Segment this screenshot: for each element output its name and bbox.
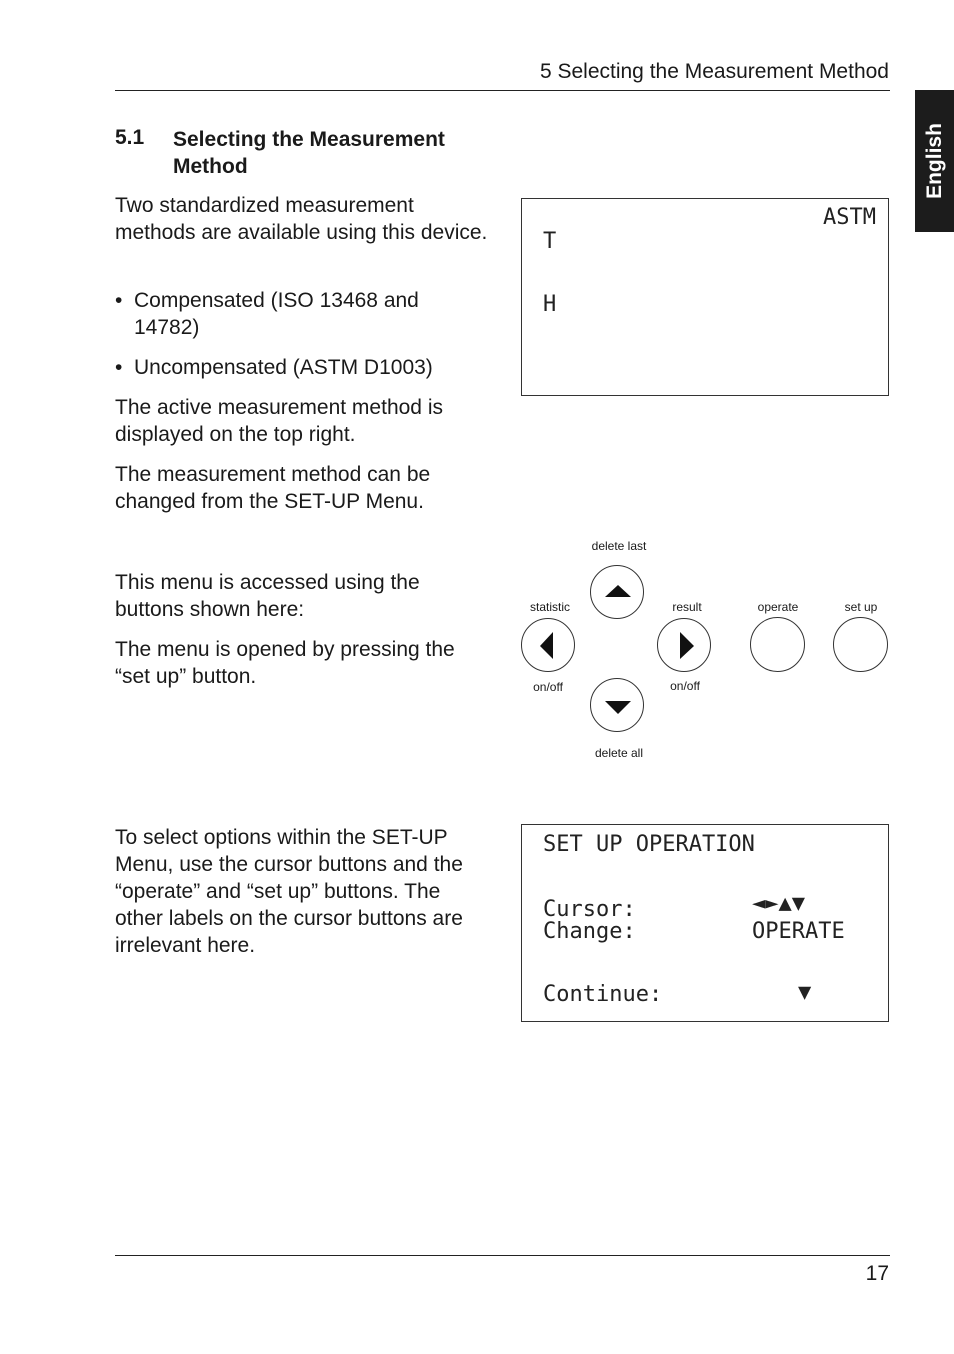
- display-method: ASTM: [823, 205, 876, 230]
- operate-button[interactable]: [750, 617, 805, 672]
- cursor-label: Cursor:: [543, 897, 636, 922]
- active-method-paragraph: The active measurement method is displayed on the top right.: [115, 396, 443, 446]
- section-number: 5.1: [115, 126, 145, 149]
- bullet-text: Uncompensated (ASTM D1003): [134, 356, 433, 379]
- bullet-marker: •: [115, 289, 123, 312]
- right-button-label-bottom: on/off: [670, 679, 700, 693]
- cursor-arrows-icon: ◄►▲▼: [752, 891, 805, 916]
- intro-paragraph: Two standardized measurement methods are available using this device.: [115, 194, 488, 244]
- left-button-label-bottom: on/off: [533, 680, 563, 694]
- right-button-label-top: result: [672, 600, 702, 614]
- left-button-label-top: statistic: [529, 600, 571, 614]
- running-header: 5 Selecting the Measurement Method: [539, 60, 889, 83]
- setup-button-label: set up: [844, 600, 878, 614]
- operate-button-label: operate: [757, 600, 799, 614]
- setup-display-title: SET UP OPERATION: [543, 832, 755, 857]
- continue-label: Continue:: [543, 982, 663, 1007]
- section-title: Selecting the Measurement Method: [173, 128, 445, 178]
- down-button-label: delete all: [594, 746, 644, 760]
- cursor-right-button[interactable]: [657, 618, 711, 672]
- open-menu-paragraph: The menu is opened by pressing the “set up” button.: [115, 638, 455, 688]
- setup-display: [521, 824, 889, 1022]
- setup-button[interactable]: [833, 617, 888, 672]
- display-line-h: H: [543, 292, 557, 317]
- header-rule: [115, 90, 890, 91]
- cursor-left-button[interactable]: [521, 618, 575, 672]
- cursor-down-button[interactable]: [590, 678, 644, 732]
- bullet-marker: •: [115, 356, 123, 379]
- footer-rule: [115, 1255, 890, 1256]
- measurement-display: [521, 198, 889, 396]
- display-line-t: T: [543, 229, 557, 254]
- access-menu-paragraph: This menu is accessed using the buttons shown here:: [115, 571, 420, 621]
- change-value: OPERATE: [752, 919, 845, 944]
- up-button-label: delete last: [591, 539, 647, 553]
- arrow-down-icon: [591, 679, 645, 733]
- bullet-uncompensated: [115, 354, 490, 381]
- language-tab: [915, 90, 954, 232]
- change-label: Change:: [543, 919, 636, 944]
- button-panel: [500, 530, 900, 770]
- continue-arrow-icon: ▼: [798, 980, 812, 1005]
- change-method-paragraph: The measurement method can be changed from the SET-UP Menu.: [115, 463, 431, 513]
- cursor-up-button[interactable]: [590, 565, 644, 619]
- language-tab-label: English: [922, 123, 946, 199]
- arrow-right-icon: [658, 619, 712, 673]
- bullet-text: Compensated (ISO 13468 and 14782): [134, 289, 419, 339]
- arrow-up-icon: [591, 566, 645, 620]
- page-number: 17: [865, 1262, 889, 1285]
- select-options-paragraph: To select options within the SET-UP Menu, use the cursor buttons and the “operate” and “set up” buttons. The other labels on the cursor buttons are irrelevant here.: [115, 826, 463, 957]
- arrow-left-icon: [522, 619, 576, 673]
- bullet-compensated: [115, 287, 490, 341]
